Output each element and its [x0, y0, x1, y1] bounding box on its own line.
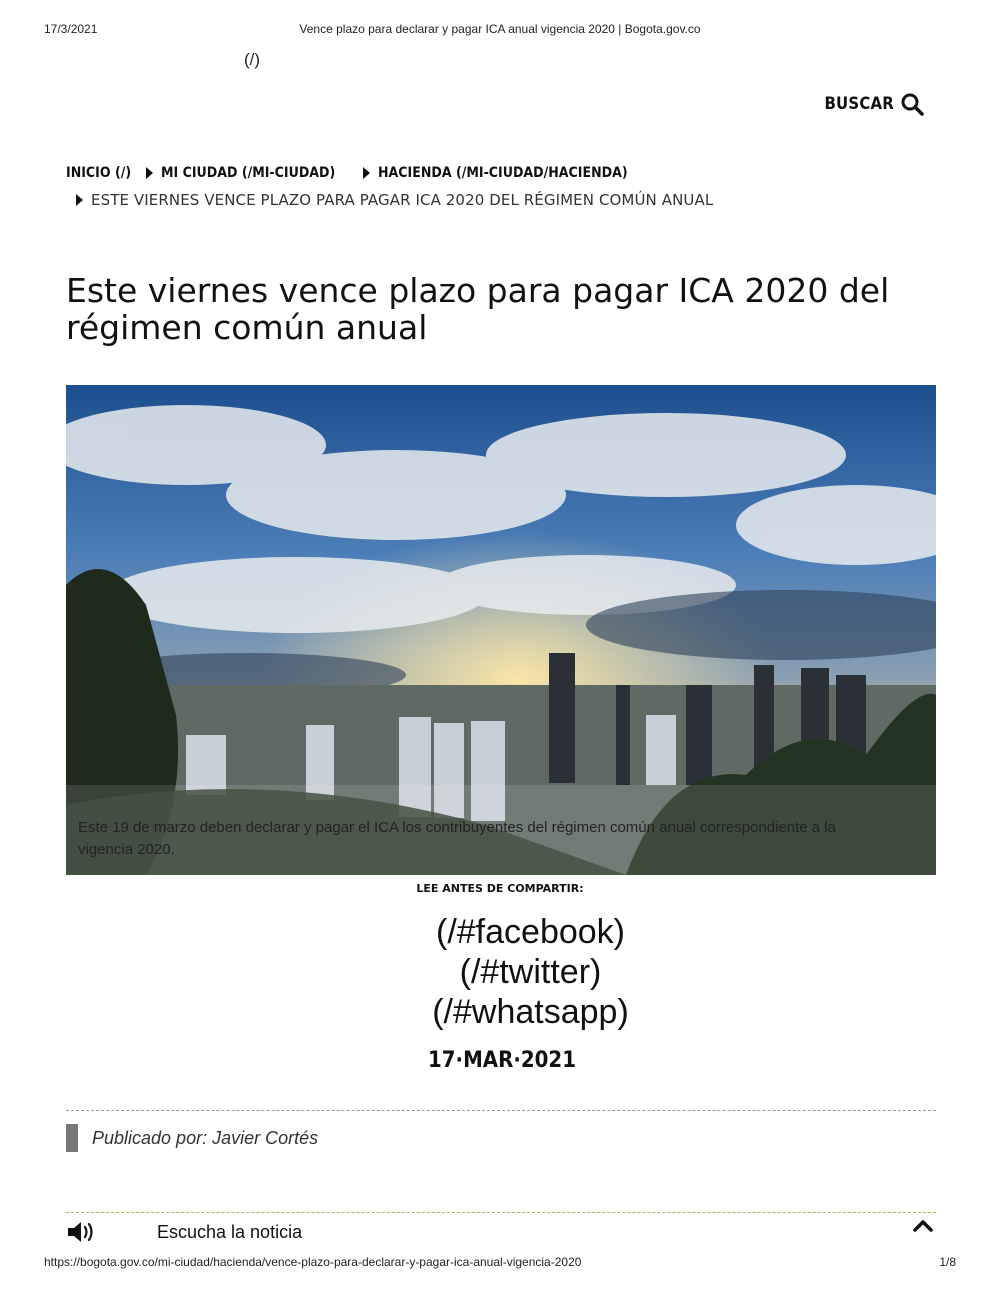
divider [66, 1110, 936, 1111]
home-link[interactable]: (/) [244, 50, 261, 69]
share-twitter-link[interactable]: (/#twitter) [459, 953, 602, 991]
caret-right-icon [363, 167, 370, 179]
print-page-title: Vence plazo para declarar y pagar ICA anual vigencia 2020 | Bogota.gov.co [299, 22, 701, 36]
divider [66, 1212, 936, 1213]
share-links [0, 912, 1000, 1032]
search-icon [900, 92, 924, 116]
breadcrumb-current: ESTE VIERNES VENCE PLAZO PARA PAGAR ICA 2020 DEL RÉGIMEN COMÚN ANUAL [91, 191, 714, 209]
image-caption: Este 19 de marzo deben declarar y pagar el ICA los contribuyentes del régimen común anual correspondiente a la vigencia 2020. [78, 819, 836, 858]
search-label: BUSCAR [824, 94, 894, 114]
author-name: Publicado por: Javier Cortés [92, 1127, 319, 1148]
breadcrumb-item-inicio[interactable]: INICIO (/) [66, 165, 132, 181]
share-whatsapp-link[interactable]: (/#whatsapp) [432, 993, 629, 1031]
author-block [66, 1124, 318, 1152]
search-button[interactable] [815, 92, 924, 116]
city-skyline-photo [66, 385, 936, 875]
breadcrumb-item-hacienda[interactable]: HACIENDA (/MI-CIUDAD/HACIENDA) [377, 165, 628, 181]
listen-button[interactable] [66, 1220, 302, 1244]
print-date: 17/3/2021 [44, 22, 98, 36]
article-title: Este viernes vence plazo para pagar ICA 2020 del régimen común anual [66, 271, 890, 347]
print-url: https://bogota.gov.co/mi-ciudad/hacienda/vence-plazo-para-declarar-y-pagar-ica-anual-vigencia-2020 [44, 1255, 582, 1269]
speaker-icon [66, 1220, 96, 1244]
breadcrumb [66, 162, 946, 211]
share-facebook-link[interactable]: (/#facebook) [436, 913, 625, 951]
chevron-up-icon[interactable] [912, 1215, 934, 1237]
print-header [0, 22, 1000, 42]
page-number: 1/8 [939, 1255, 956, 1269]
publish-date: 17·MAR·2021 [428, 1048, 576, 1073]
hero-image [66, 385, 936, 875]
caret-right-icon [76, 194, 83, 206]
listen-label: Escucha la noticia [157, 1221, 303, 1242]
author-accent-bar [66, 1124, 78, 1152]
caret-right-icon [146, 167, 153, 179]
breadcrumb-item-mi-ciudad[interactable]: MI CIUDAD (/MI-CIUDAD) [161, 165, 336, 181]
share-label: LEE ANTES DE COMPARTIR: [416, 882, 584, 895]
